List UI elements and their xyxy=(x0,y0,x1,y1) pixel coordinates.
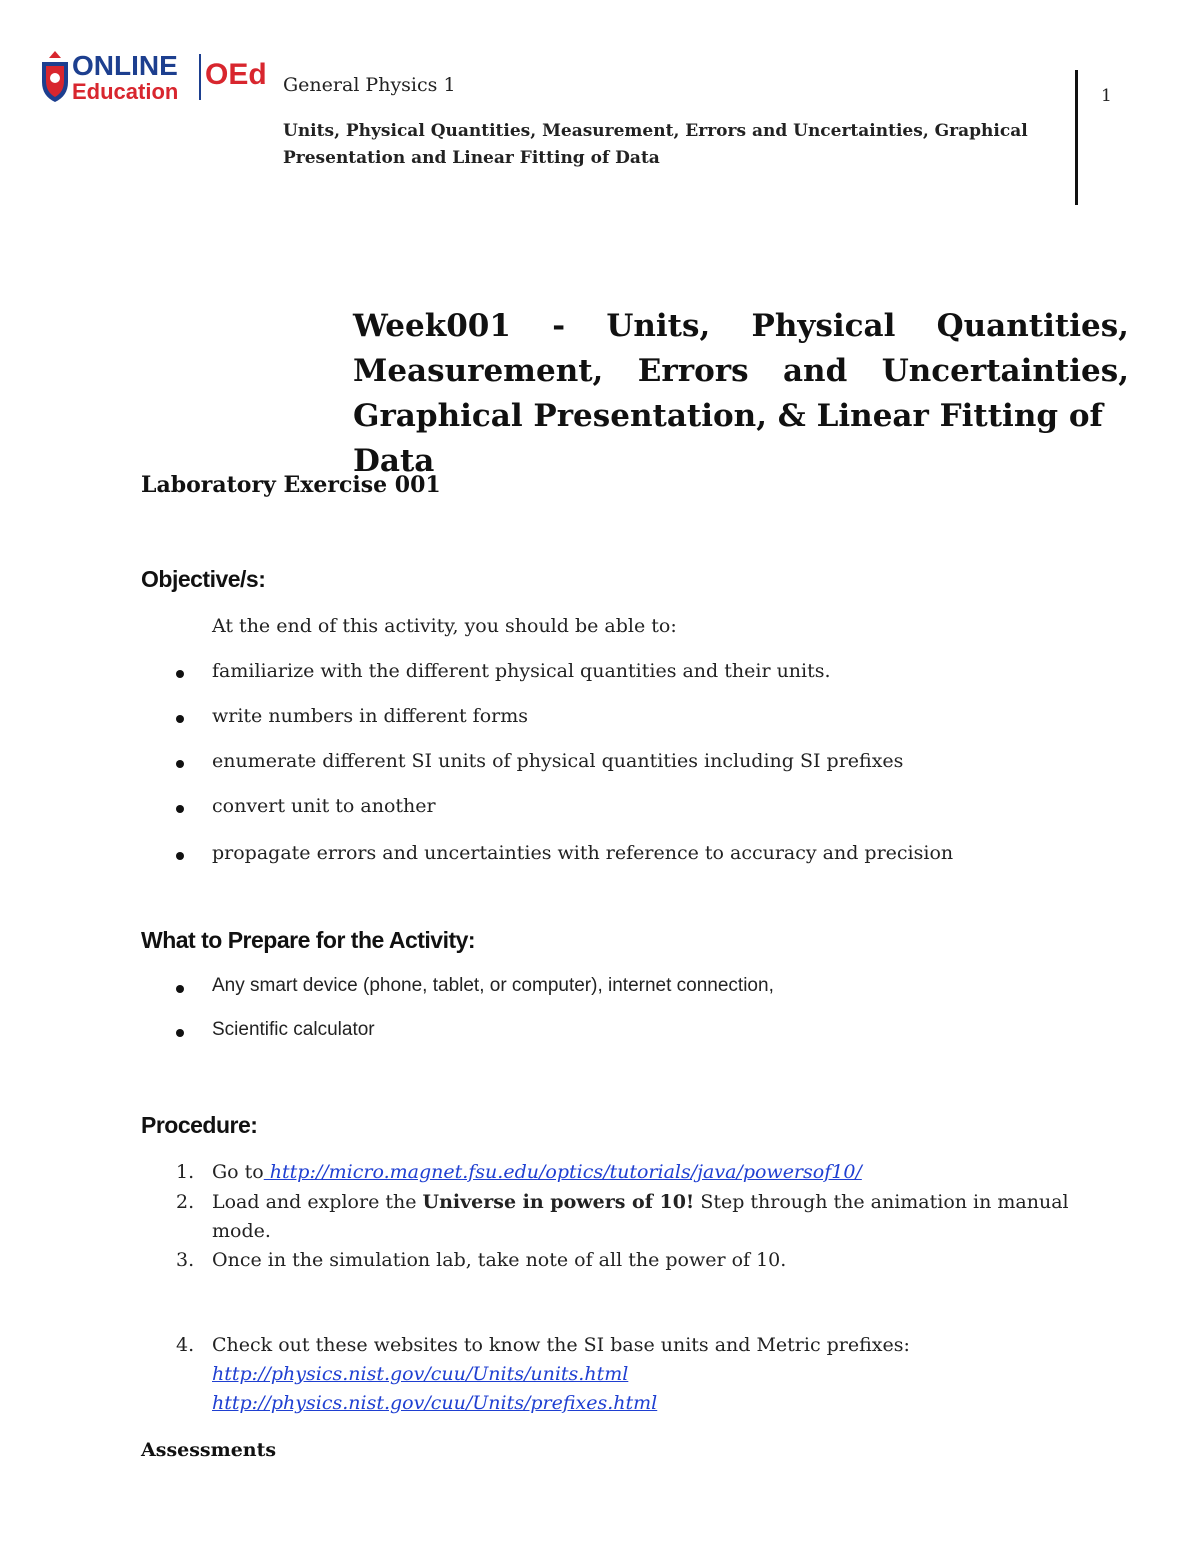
title-word: and xyxy=(782,353,848,389)
title-word: Measurement, xyxy=(353,353,604,389)
document-title xyxy=(353,304,1129,484)
logo-text-bottom: Education xyxy=(72,79,179,104)
step-text: Check out these websites to know the SI base units and Metric prefixes: xyxy=(212,1334,910,1356)
title-line-1 xyxy=(353,304,1129,349)
list-item: convert unit to another xyxy=(212,795,436,817)
step-number: 2. xyxy=(176,1191,195,1213)
title-word: Errors xyxy=(637,353,749,389)
title-word: Physical xyxy=(751,308,896,344)
step-number: 4. xyxy=(176,1334,195,1356)
objectives-intro: At the end of this activity, you should be able to: xyxy=(212,615,677,637)
online-education-logo xyxy=(38,48,270,104)
list-item: propagate errors and uncertainties with reference to accuracy and precision xyxy=(212,842,954,864)
list-item: familiarize with the different physical quantities and their units. xyxy=(212,660,831,682)
prepare-heading: What to Prepare for the Activity: xyxy=(141,927,476,953)
title-word: Quantities, xyxy=(936,308,1129,344)
powers-of-10-link[interactable]: http://micro.magnet.fsu.edu/optics/tutorials/java/powersof10/ xyxy=(263,1161,862,1183)
procedure-step-3 xyxy=(176,1246,1112,1275)
course-name: General Physics 1 xyxy=(283,74,456,96)
title-word: - xyxy=(552,308,566,344)
step-text: Load and explore the xyxy=(212,1191,423,1213)
logo-text-top: ONLINE xyxy=(72,50,178,81)
step-text: Go to xyxy=(212,1161,264,1183)
step-text: Once in the simulation lab, take note of all the power of 10. xyxy=(212,1249,787,1271)
title-word: Units, xyxy=(606,308,711,344)
step-text: Step through the animation in manual mode. xyxy=(212,1191,1069,1242)
procedure-step-4 xyxy=(176,1331,1112,1418)
title-line-2 xyxy=(353,349,1129,394)
procedure-step-1 xyxy=(176,1158,1112,1187)
title-line-3: Graphical Presentation, & Linear Fitting of Data xyxy=(353,398,1103,479)
header-subtitle: Units, Physical Quantities, Measurement, Errors and Uncertainties, Graphical Presentation and Linear Fitting of Data xyxy=(283,121,1028,168)
si-units-link[interactable]: http://physics.nist.gov/cuu/Units/units.html xyxy=(212,1363,629,1385)
list-item: enumerate different SI units of physical quantities including SI prefixes xyxy=(212,750,904,772)
step-number: 3. xyxy=(176,1249,195,1271)
lab-exercise-heading: Laboratory Exercise 001 xyxy=(141,472,441,498)
title-word: Week001 xyxy=(353,308,511,344)
si-prefixes-link[interactable]: http://physics.nist.gov/cuu/Units/prefixes.html xyxy=(212,1392,658,1414)
objectives-heading: Objective/s: xyxy=(141,566,266,592)
logo-badge: OEd xyxy=(205,58,267,91)
title-word: Uncertainties, xyxy=(881,353,1129,389)
header-divider xyxy=(1075,70,1078,205)
list-item: Any smart device (phone, tablet, or computer), internet connection, xyxy=(212,975,774,996)
procedure-step-2 xyxy=(176,1188,1112,1246)
assessments-heading: Assessments xyxy=(141,1439,277,1461)
procedure-heading: Procedure: xyxy=(141,1112,258,1138)
step-bold-text: Universe in powers of 10! xyxy=(422,1191,695,1213)
list-item: write numbers in different forms xyxy=(212,705,529,727)
page-number: 1 xyxy=(1101,86,1112,106)
list-item: Scientific calculator xyxy=(212,1019,375,1040)
step-number: 1. xyxy=(176,1161,195,1183)
